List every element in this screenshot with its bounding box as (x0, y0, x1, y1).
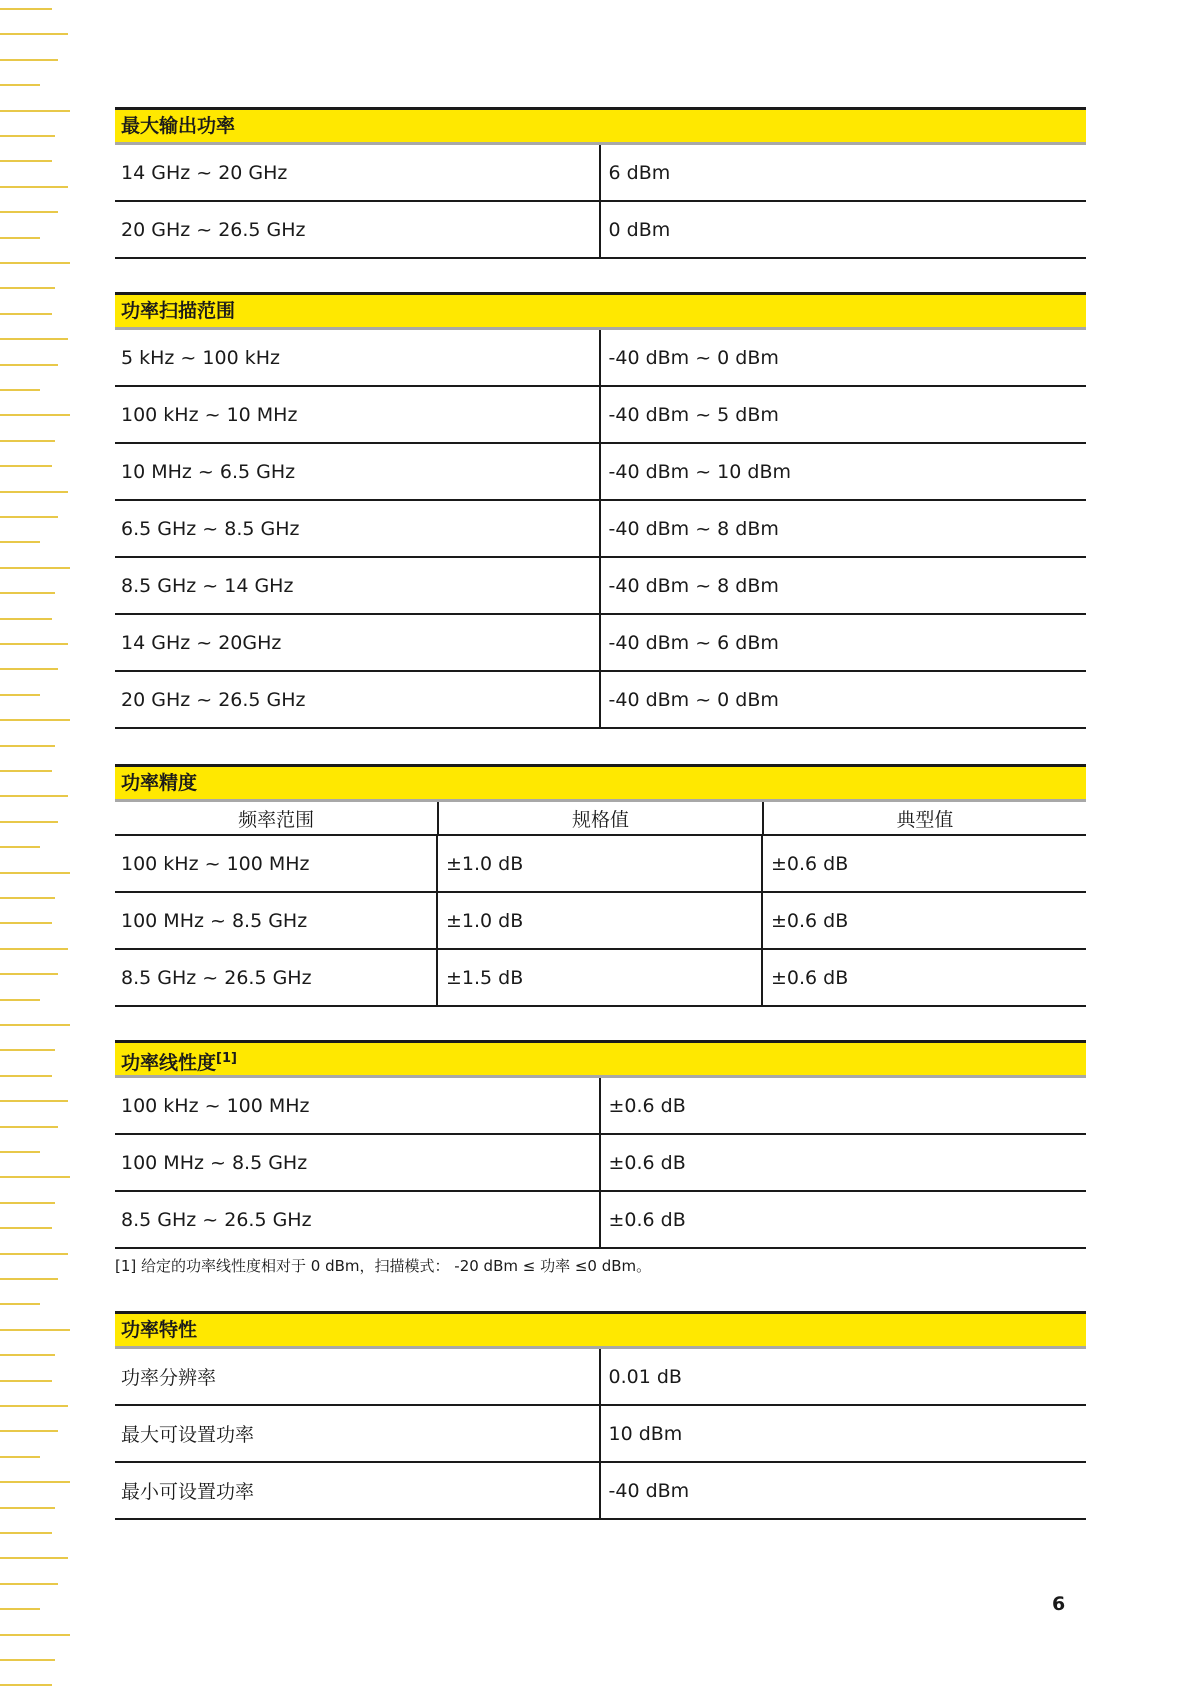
edge-stripe (0, 237, 40, 239)
edge-stripe (0, 999, 40, 1001)
table-row (115, 950, 1086, 1007)
edge-stripe (0, 1075, 52, 1077)
section-power-sweep-range (115, 292, 1086, 729)
table-row (115, 1463, 1086, 1520)
frequency-range-cell: 14 GHz ~ 20 GHz (121, 161, 288, 184)
value-cell: 10 dBm (599, 1406, 1087, 1461)
value-cell: -40 dBm ~ 0 dBm (599, 672, 1087, 727)
edge-stripe (0, 59, 58, 61)
table-row (115, 615, 1086, 672)
edge-stripe (0, 84, 40, 86)
edge-stripe (0, 1253, 68, 1255)
value-cell: 6 dBm (599, 145, 1087, 200)
edge-stripe (0, 1532, 52, 1534)
edge-stripe (0, 211, 58, 213)
typical-value-cell: ±0.6 dB (761, 893, 1086, 948)
section-power-characteristics (115, 1311, 1086, 1520)
parameter-cell: 功率分辨率 (121, 1367, 217, 1389)
edge-stripe (0, 1430, 58, 1432)
frequency-range-cell: 20 GHz ~ 26.5 GHz (121, 688, 306, 711)
edge-stripe (0, 973, 58, 975)
edge-stripe (0, 795, 68, 797)
table-row (115, 1406, 1086, 1463)
table-row (115, 558, 1086, 615)
table-row (115, 202, 1086, 259)
edge-stripe (0, 1100, 68, 1102)
typical-value-cell: ±0.6 dB (761, 836, 1086, 891)
table-row (115, 836, 1086, 893)
table-row (115, 501, 1086, 558)
parameter-cell: 最大可设置功率 (121, 1424, 255, 1446)
section-power-linearity (115, 1040, 1086, 1249)
frequency-range-cell: 6.5 GHz ~ 8.5 GHz (121, 517, 300, 540)
footnote-reference: [1] (216, 1051, 237, 1066)
edge-stripe (0, 440, 55, 442)
table-row (115, 330, 1086, 387)
table-row (115, 1192, 1086, 1249)
edge-stripe (0, 770, 52, 772)
edge-stripe (0, 389, 40, 391)
edge-stripe (0, 33, 68, 35)
section-title: 最大输出功率 (115, 107, 1086, 145)
edge-stripe (0, 110, 70, 112)
value-cell: 0 dBm (599, 202, 1087, 257)
frequency-range-cell: 100 kHz ~ 100 MHz (121, 1094, 310, 1117)
edge-stripe (0, 1608, 40, 1610)
section-title (115, 1040, 1086, 1078)
decorative-edge-stripes (0, 0, 70, 1696)
value-cell: ±0.6 dB (599, 1078, 1087, 1133)
edge-stripe (0, 567, 70, 569)
frequency-range-cell: 100 kHz ~ 100 MHz (121, 852, 310, 875)
edge-stripe (0, 1176, 70, 1178)
edge-stripe (0, 1278, 58, 1280)
section-title: 功率精度 (115, 764, 1086, 802)
table-row (115, 893, 1086, 950)
edge-stripe (0, 8, 52, 10)
edge-stripe (0, 643, 68, 645)
spec-value-cell: ±1.0 dB (436, 893, 761, 948)
edge-stripe (0, 1684, 52, 1686)
footnote: [1] 给定的功率线性度相对于 0 dBm，扫描模式： -20 dBm ≤ 功率 ≤0 dBm。 (115, 1257, 652, 1275)
edge-stripe (0, 186, 68, 188)
edge-stripe (0, 414, 70, 416)
page-number: 6 (1052, 1593, 1066, 1615)
frequency-range-cell: 8.5 GHz ~ 26.5 GHz (121, 966, 312, 989)
edge-stripe (0, 592, 55, 594)
edge-stripe (0, 1405, 68, 1407)
value-cell: -40 dBm ~ 10 dBm (599, 444, 1087, 499)
value-cell: 0.01 dB (599, 1349, 1087, 1404)
column-header-typical-value: 典型值 (762, 802, 1086, 834)
edge-stripe (0, 1456, 40, 1458)
frequency-range-cell: 100 MHz ~ 8.5 GHz (121, 909, 308, 932)
edge-stripe (0, 1634, 70, 1636)
edge-stripe (0, 313, 52, 315)
edge-stripe (0, 1202, 55, 1204)
edge-stripe (0, 516, 58, 518)
edge-stripe (0, 1049, 55, 1051)
table-row (115, 1078, 1086, 1135)
edge-stripe (0, 1354, 55, 1356)
value-cell: -40 dBm ~ 8 dBm (599, 558, 1087, 613)
edge-stripe (0, 618, 52, 620)
edge-stripe (0, 821, 58, 823)
edge-stripe (0, 719, 70, 721)
spec-value-cell: ±1.5 dB (436, 950, 761, 1005)
edge-stripe (0, 1507, 55, 1509)
edge-stripe (0, 1329, 70, 1331)
value-cell: ±0.6 dB (599, 1135, 1087, 1190)
frequency-range-cell: 100 kHz ~ 10 MHz (121, 403, 298, 426)
value-cell: -40 dBm ~ 8 dBm (599, 501, 1087, 556)
edge-stripe (0, 745, 55, 747)
edge-stripe (0, 541, 40, 543)
section-title-text: 功率线性度 (121, 1052, 217, 1074)
edge-stripe (0, 1151, 40, 1153)
edge-stripe (0, 872, 70, 874)
edge-stripe (0, 491, 68, 493)
table-row (115, 387, 1086, 444)
edge-stripe (0, 1227, 52, 1229)
table-row (115, 1349, 1086, 1406)
edge-stripe (0, 1380, 52, 1382)
frequency-range-cell: 5 kHz ~ 100 kHz (121, 346, 280, 369)
section-title: 功率扫描范围 (115, 292, 1086, 330)
frequency-range-cell: 8.5 GHz ~ 26.5 GHz (121, 1208, 312, 1231)
table-row (115, 145, 1086, 202)
value-cell: ±0.6 dB (599, 1192, 1087, 1247)
column-header-spec-value: 规格值 (437, 802, 761, 834)
section-title: 功率特性 (115, 1311, 1086, 1349)
edge-stripe (0, 1303, 40, 1305)
edge-stripe (0, 948, 68, 950)
edge-stripe (0, 364, 58, 366)
table-row (115, 672, 1086, 729)
frequency-range-cell: 14 GHz ~ 20GHz (121, 631, 282, 654)
frequency-range-cell: 100 MHz ~ 8.5 GHz (121, 1151, 308, 1174)
column-header-frequency-range: 频率范围 (238, 808, 315, 831)
edge-stripe (0, 160, 52, 162)
typical-value-cell: ±0.6 dB (761, 950, 1086, 1005)
frequency-range-cell: 8.5 GHz ~ 14 GHz (121, 574, 294, 597)
edge-stripe (0, 1659, 55, 1661)
table-row (115, 1135, 1086, 1192)
edge-stripe (0, 262, 70, 264)
section-power-accuracy (115, 764, 1086, 1007)
edge-stripe (0, 1024, 70, 1026)
table-header-row (115, 802, 1086, 836)
edge-stripe (0, 1481, 70, 1483)
edge-stripe (0, 897, 55, 899)
edge-stripe (0, 338, 68, 340)
value-cell: -40 dBm ~ 6 dBm (599, 615, 1087, 670)
section-max-output-power (115, 107, 1086, 259)
frequency-range-cell: 10 MHz ~ 6.5 GHz (121, 460, 296, 483)
edge-stripe (0, 922, 52, 924)
edge-stripe (0, 1126, 58, 1128)
spec-value-cell: ±1.0 dB (436, 836, 761, 891)
value-cell: -40 dBm ~ 0 dBm (599, 330, 1087, 385)
frequency-range-cell: 20 GHz ~ 26.5 GHz (121, 218, 306, 241)
edge-stripe (0, 1557, 68, 1559)
edge-stripe (0, 465, 52, 467)
edge-stripe (0, 287, 55, 289)
table-row (115, 444, 1086, 501)
edge-stripe (0, 694, 40, 696)
parameter-cell: 最小可设置功率 (121, 1481, 255, 1503)
edge-stripe (0, 1583, 58, 1585)
value-cell: -40 dBm ~ 5 dBm (599, 387, 1087, 442)
edge-stripe (0, 668, 58, 670)
edge-stripe (0, 135, 55, 137)
edge-stripe (0, 846, 40, 848)
value-cell: -40 dBm (599, 1463, 1087, 1518)
